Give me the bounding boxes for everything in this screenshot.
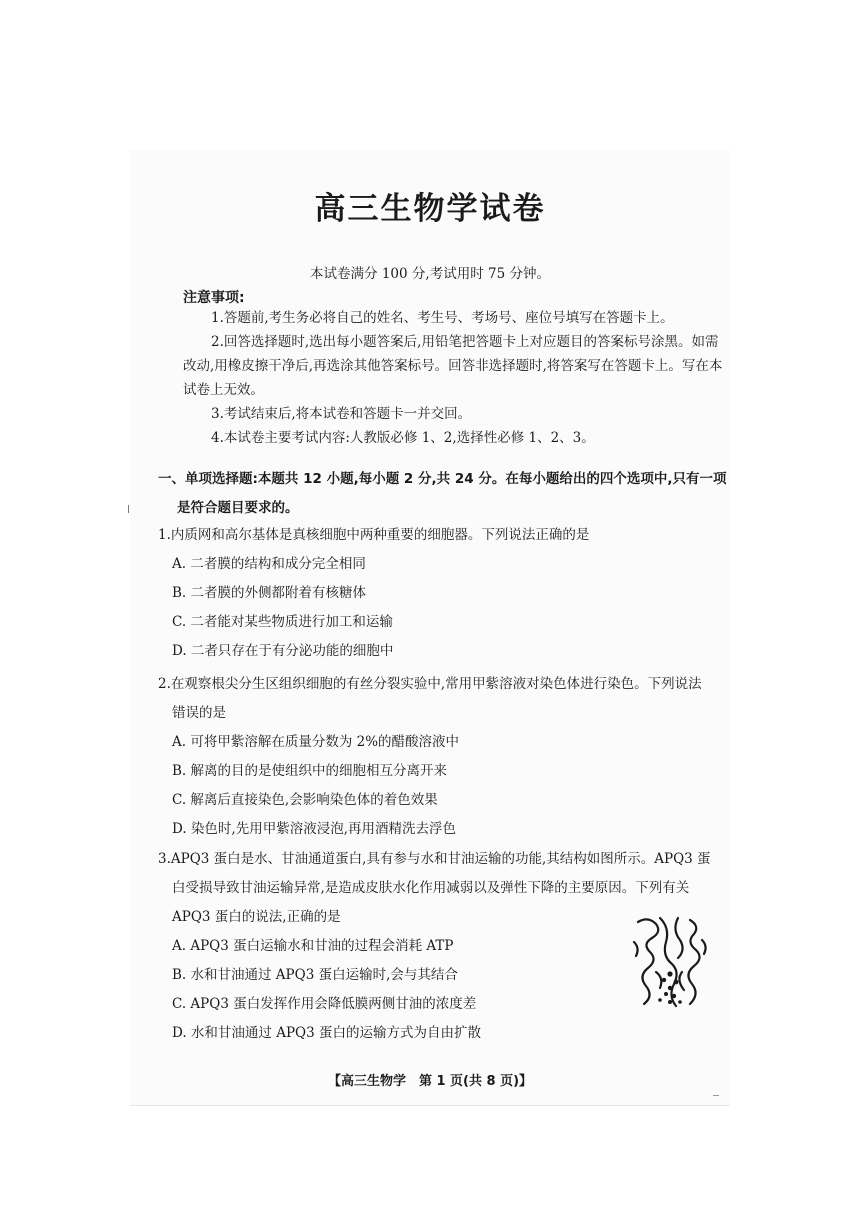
option-b: B. 水和甘油通过 APQ3 蛋白运输时,会与其结合 bbox=[172, 967, 458, 983]
note-item: 1.答题前,考生务必将自己的姓名、考生号、考场号、座位号填写在答题卡上。 bbox=[211, 310, 674, 326]
note-item: 2.回答选择题时,选出每小题答案后,用铅笔把答题卡上对应题目的答案标号涂黑。如需改动,用橡皮擦干净后,再选涂其他答案标号。回答非选择题时,将答案写在答题卡上。写在本试卷上无效。 bbox=[183, 334, 723, 398]
question-stem: 3.APQ3 蛋白是水、甘油通道蛋白,具有参与水和甘油运输的功能,其结构如图所示。APQ3 蛋 bbox=[158, 851, 711, 867]
section-heading bbox=[158, 465, 728, 523]
option-c: C. 解离后直接染色,会影响染色体的着色效果 bbox=[172, 792, 438, 808]
corner-mark bbox=[713, 1095, 719, 1096]
question-1 bbox=[158, 521, 726, 666]
protein-structure-icon bbox=[630, 912, 710, 1012]
exam-title: 高三生物学试卷 bbox=[314, 191, 546, 227]
question-stem-continued: APQ3 蛋白的说法,正确的是 bbox=[172, 909, 341, 925]
option-c: C. APQ3 蛋白发挥作用会降低膜两侧甘油的浓度差 bbox=[172, 996, 477, 1012]
question-2 bbox=[158, 670, 726, 844]
exam-subtitle: 本试卷满分 100 分,考试用时 75 分钟。 bbox=[310, 266, 550, 282]
section-line-2: 是符合题目要求的。 bbox=[177, 500, 299, 516]
note-item: 4.本试卷主要考试内容:人教版必修 1、2,选择性必修 1、2、3。 bbox=[211, 430, 595, 446]
note-item: 3.考试结束后,将本试卷和答题卡一并交回。 bbox=[211, 406, 472, 422]
question-stem-continued: 错误的是 bbox=[172, 705, 226, 721]
notes-heading: 注意事项: bbox=[183, 290, 245, 306]
option-d: D. 二者只存在于有分泌功能的细胞中 bbox=[172, 643, 394, 659]
notes-list bbox=[183, 306, 728, 450]
option-b: B. 解离的目的是使组织中的细胞相互分离开来 bbox=[172, 763, 448, 779]
margin-mark bbox=[128, 505, 129, 513]
option-a: A. APQ3 蛋白运输水和甘油的过程会消耗 ATP bbox=[172, 938, 454, 954]
page-footer: 【高三生物学 第 1 页(共 8 页)】 bbox=[327, 1074, 533, 1089]
option-a: A. 可将甲紫溶解在质量分数为 2%的醋酸溶液中 bbox=[172, 734, 460, 750]
option-d: D. 水和甘油通过 APQ3 蛋白的运输方式为自由扩散 bbox=[172, 1025, 481, 1041]
question-stem: 2.在观察根尖分生区组织细胞的有丝分裂实验中,常用甲紫溶液对染色体进行染色。下列说法 bbox=[158, 676, 702, 692]
section-line-1: 一、单项选择题:本题共 12 小题,每小题 2 分,共 24 分。在每小题给出的四个选项中,只有一项 bbox=[158, 471, 727, 487]
question-stem-continued: 白受损导致甘油运输异常,是造成皮肤水化作用减弱以及弹性下降的主要原因。下列有关 bbox=[172, 880, 690, 896]
question-stem: 1.内质网和高尔基体是真核细胞中两种重要的细胞器。下列说法正确的是 bbox=[158, 527, 590, 543]
option-d: D. 染色时,先用甲紫溶液浸泡,再用酒精洗去浮色 bbox=[172, 821, 457, 837]
option-a: A. 二者膜的结构和成分完全相同 bbox=[172, 556, 366, 572]
option-b: B. 二者膜的外侧都附着有核糖体 bbox=[172, 585, 367, 601]
page-divider bbox=[130, 1105, 730, 1106]
option-c: C. 二者能对某些物质进行加工和运输 bbox=[172, 614, 393, 630]
